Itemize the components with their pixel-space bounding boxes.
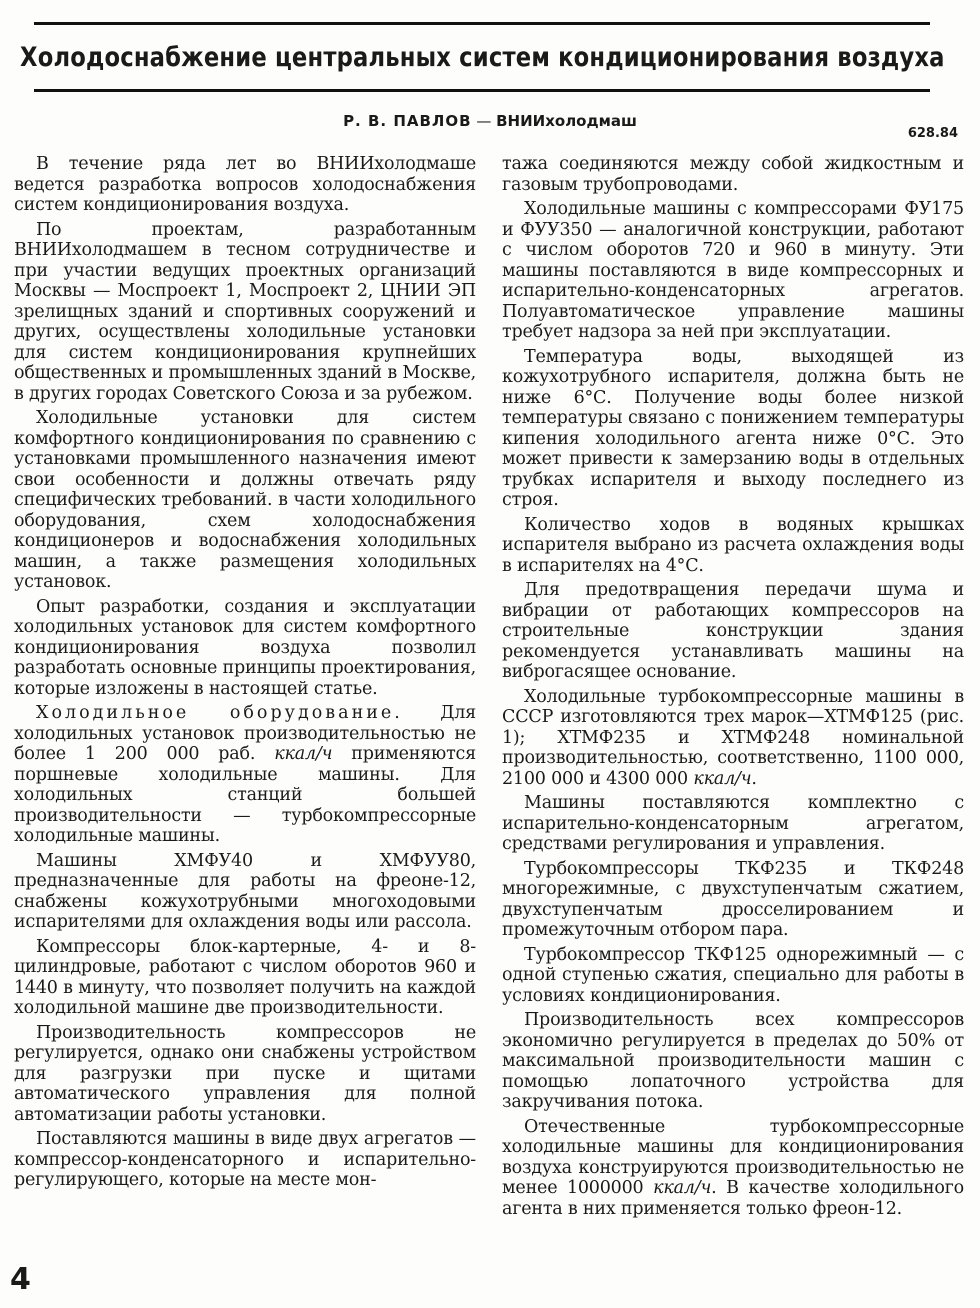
paragraph: Холодильные установки для систем комфортного кондиционирования по сравнению с установками промышленного назначения имеют свои особенности и должны отвечать ряду специфических требований. в части холодильного оборудования, схем холодоснабжения кондиционеров и водоснабжения холодильных машин, а также размещения холодильных установок. [14,408,476,592]
title-banner [19,22,945,92]
unit-text: ккал/ч [653,1178,712,1198]
right-column [502,154,964,1223]
section-heading: Холодильное оборудование. [36,703,403,723]
unit-text: ккал/ч [274,744,333,764]
unit-text: ккал/ч [693,768,752,789]
author-name: Р. В. ПАВЛОВ [343,112,472,130]
paragraph: Производительность всех компрессоров экономично регулируется в пределах до 50% от максимальной производительности машин с помощью лопаточного устройства для закручивания потока. [502,1010,964,1112]
paragraph: Турбокомпрессор ТКФ125 однорежимный — с одной ступенью сжатия, специально для работы в условиях кондиционирования. [502,944,964,1006]
paragraph: тажа соединяются между собой жидкостным и газовым трубопроводами. [502,154,964,195]
paragraph [14,703,476,847]
paragraph-text: Холодильные турбокомпрессорные машины в СССР изготовляются трех марок—ХТМФ125 (рис. 1); ХТМФ235 и ХТМФ248 номинальной производительностью, соответственно, 1100 000, 2100 000 и 4300 000 [502,686,964,789]
article-title: Холодоснабжение центральных систем кондиционирования воздуха [19,41,945,73]
paragraph: Поставляются машины в виде двух агрегатов — компрессор-конденсаторного и испарительно-регулирующего, которые на месте мон- [14,1129,476,1190]
paragraph [502,687,964,790]
paragraph: По проектам, разработанным ВНИИхолодмашем в тесном сотрудничестве и при участии ведущих проектных организаций Москвы — Моспроект 1, Моспроект 2, ЦНИИ ЭП зрелищных зданий и спортивных сооружений и других, осуществлены холодильные установки для систем кондиционирования крупнейших общественных и промышленных зданий в Москве, в других городах Советского Союза и за рубежом. [14,219,476,404]
paragraph-text: Для холодильных установок производительностью не более 1 200 000 раб. [14,703,476,764]
author-affiliation: ВНИИхолодмаш [496,112,637,130]
paragraph: Количество ходов в водяных крышках испарителя выбрано из расчета охлаждения воды в испарителях на 4°С. [502,514,964,576]
paragraph: Компрессоры блок-картерные, 4- и 8-цилиндровые, работают с числом оборотов 960 и 1440 в минуту, что позволяет получить на каждой холодильной машине две производительности. [14,936,476,1018]
author-line [0,112,980,130]
page-number: 4 [10,1262,31,1297]
paragraph: Холодильные машины с компрессорами ФУ175 и ФУУ350 — аналогичной конструкции, работают с числом оборотов 720 и 960 в минуту. Эти машины поставляются в виде компрессорных и испарительно-конденсаторных агрегатов. Полуавтоматическое управление машины требует надзора за ней при эксплуатации. [502,199,964,342]
paragraph-text: . [751,768,757,789]
paragraph: В течение ряда лет во ВНИИхолодмаше ведется разработка вопросов холодоснабжения систем кондиционирования воздуха. [14,154,476,215]
paragraph [502,1117,964,1220]
udc-code: 628.84 [907,126,958,141]
paragraph: Машины ХМФУ40 и ХМФУУ80, предназначенные для работы на фреоне-12, снабжены кожухотрубными многоходовыми испарителями для охлаждения воды или рассола. [14,850,476,932]
paragraph: Производительность компрессоров не регулируется, однако они снабжены устройством для разгрузки при пуске и щитами автоматического управления для полной автоматизации работы установки. [14,1022,476,1125]
paragraph: Температура воды, выходящей из кожухотрубного испарителя, должна быть не ниже 6°С. Получение воды более низкой температуры связано с понижением температуры кипения холодильного агента ниже 0°С. Это может привести к замерзанию воды в отдельных трубках испарителя и выходу последнего из строя. [502,346,964,510]
paragraph: Машины поставляются комплектно с испарительно-конденсаторным агрегатом, средствами регулирования и управления. [502,793,964,854]
author-dash: — [471,112,497,130]
paragraph: Турбокомпрессоры ТКФ235 и ТКФ248 многорежимные, с двухступенчатым сжатием, двухступенчатым дросселированием и промежуточным отбором пара. [502,858,964,940]
paragraph-text: . В качестве холодильного агента в них применяется только фреон-12. [502,1178,964,1219]
paragraph-text: применяются поршневые холодильные машины. Для холодильных станций большей производительности — турбокомпрессорные холодильные машины. [14,744,476,846]
paragraph: Опыт разработки, создания и эксплуатации холодильных установок для систем комфортного кондиционирования воздуха позволил разработать основные принципы проектирования, которые изложены в настоящей статье. [14,596,476,699]
paragraph: Для предотвращения передачи шума и вибрации от работающих компрессоров на строительные конструкции здания рекомендуется устанавливать машины на виброгасящее основание. [502,580,964,682]
left-column [14,154,476,1195]
paragraph-text: Отечественные турбокомпрессорные холодильные машины для кондиционирования воздуха конструируются производительностью не менее 1000000 [502,1116,964,1198]
